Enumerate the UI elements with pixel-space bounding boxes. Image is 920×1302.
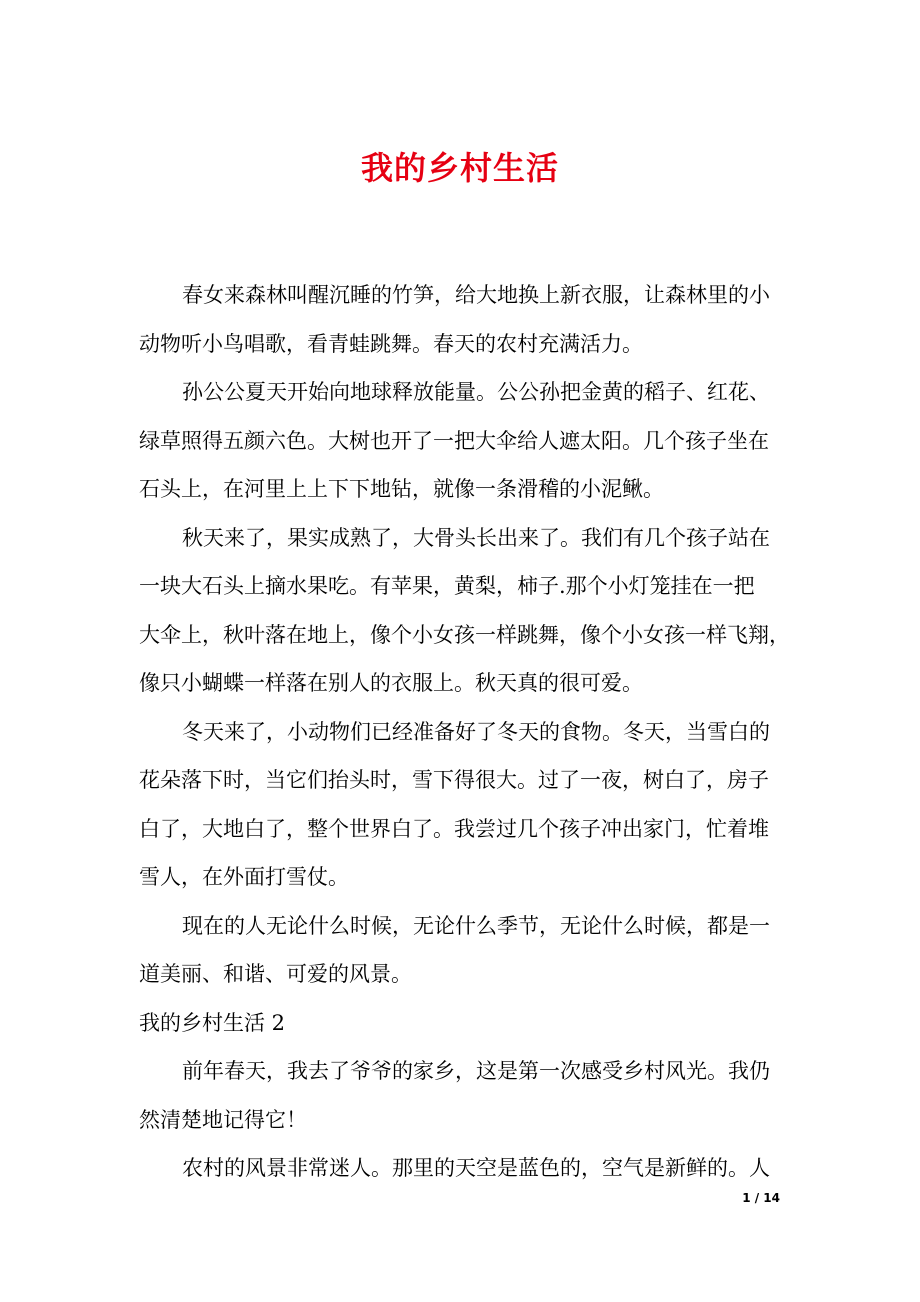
text-line: 孙公公夏天开始向地球释放能量。公公孙把金黄的稻子、红花、 <box>182 380 770 404</box>
text-line: 白了，大地白了，整个世界白了。我尝过几个孩子冲出家门，忙着堆 <box>139 816 769 841</box>
text-line: 石头上，在河里上上下下地钻，就像一条滑稽的小泥鳅。 <box>139 477 664 501</box>
text-line: 春女来森林叫醒沉睡的竹笋，给大地换上新衣服，让森林里的小 <box>182 283 770 307</box>
document-title: 我的乡村生活 <box>360 149 559 187</box>
section-heading: 我的乡村生活 2 <box>139 1010 286 1035</box>
document-body <box>139 271 795 1193</box>
text-line: 动物听小鸟唱歌，看青蛙跳舞。春天的农村充满活力。 <box>139 331 643 356</box>
text-line: 绿草照得五颜六色。大树也开了一把大伞给人遮太阳。几个孩子坐在 <box>139 428 769 453</box>
text-line: 一块大石头上摘水果吃。有苹果，黄梨，柿子.那个小灯笼挂在一把 <box>139 574 755 598</box>
text-line: 花朵落下时，当它们抬头时，雪下得很大。过了一夜，树白了，房子 <box>139 768 769 792</box>
text-line: 现在的人无论什么时候，无论什么季节，无论什么时候，都是一 <box>182 913 770 938</box>
text-line: 秋天来了，果实成熟了，大骨头长出来了。我们有几个孩子站在 <box>182 525 770 550</box>
text-line: 大伞上，秋叶落在地上，像个小女孩一样跳舞，像个小女孩一样飞翔， <box>139 622 790 647</box>
text-line: 道美丽、和谐、可爱的风景。 <box>139 962 412 986</box>
text-line: 冬天来了，小动物们已经准备好了冬天的食物。冬天，当雪白的 <box>182 719 770 744</box>
text-line: 像只小蝴蝶一样落在别人的衣服上。秋天真的很可爱。 <box>139 671 643 695</box>
text-line: 前年春天，我去了爷爷的家乡，这是第一次感受乡村风光。我仍 <box>182 1059 770 1083</box>
text-line: 农村的风景非常迷人。那里的天空是蓝色的，空气是新鲜的。人 <box>182 1156 770 1180</box>
text-line: 雪人，在外面打雪仗。 <box>139 865 349 889</box>
text-line: 然清楚地记得它！ <box>139 1107 307 1132</box>
page-number: 1 / 14 <box>742 1191 780 1205</box>
